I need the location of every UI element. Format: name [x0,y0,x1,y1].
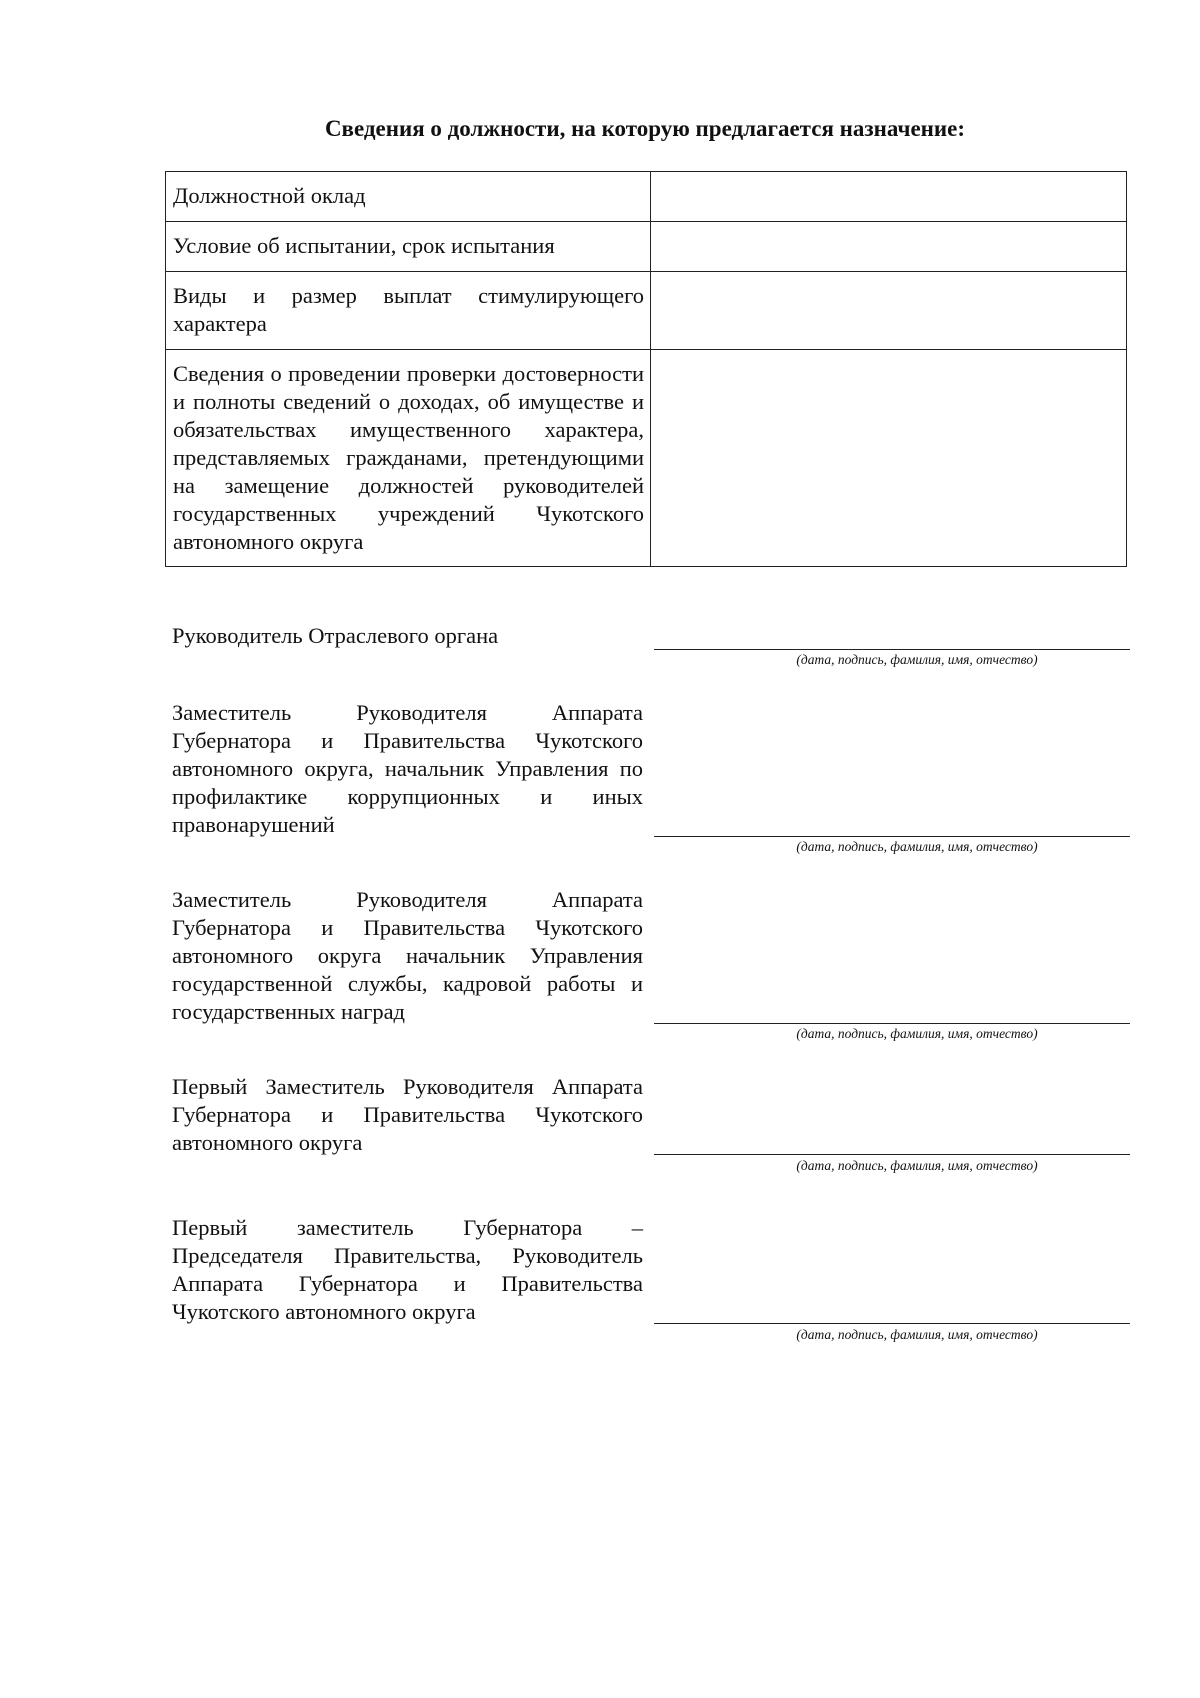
signatory-role: Заместитель Руководителя Аппарата Губернатора и Правительства Чукотского автономного округа, начальник Управления по профилактике коррупционных и иных правонарушений [172,700,643,837]
table-row [166,222,1127,272]
table-value-cell[interactable] [651,272,1127,350]
signature-line[interactable] [654,649,1130,650]
page-title: Сведения о должности, на которую предлагается назначение: [324,116,966,141]
signature-caption: (дата, подпись, фамилия, имя, отчество) [796,839,1038,854]
signatory-role: Заместитель Руководителя Аппарата Губернатора и Правительства Чукотского автономного округа начальник Управления государственной службы, кадровой работы и государственных наград [172,887,643,1024]
position-info-table [165,171,1127,567]
table-value-cell[interactable] [651,222,1127,272]
table-row [166,272,1127,350]
signature-caption: (дата, подпись, фамилия, имя, отчество) [796,1158,1038,1173]
signature-caption: (дата, подпись, фамилия, имя, отчество) [796,1327,1038,1342]
signature-line[interactable] [654,836,1130,837]
table-value-cell[interactable] [651,350,1127,567]
signatory-role: Руководитель Отраслевого органа [172,623,499,648]
table-row [166,172,1127,222]
signature-caption: (дата, подпись, фамилия, имя, отчество) [796,652,1038,667]
signatory-role: Первый Заместитель Руководителя Аппарата Губернатора и Правительства Чукотского автономного округа [172,1074,643,1155]
signatory-role: Первый заместитель Губернатора – Председателя Правительства, Руководитель Аппарата Губернатора и Правительства Чукотского автономного округа [172,1215,643,1324]
table-label-cell: Должностной оклад [166,172,651,222]
signature-line[interactable] [654,1023,1130,1024]
signature-line[interactable] [654,1154,1130,1155]
table-row [166,350,1127,567]
table-label-cell: Виды и размер выплат стимулирующего характера [166,272,651,350]
table-label-cell: Сведения о проведении проверки достоверности и полноты сведений о доходах, об имуществе и обязательствах имущественного характера, представляемых гражданами, претендующими на замещение должностей руководителей государственных учреждений Чукотского автономного округа [166,350,651,567]
table-value-cell[interactable] [651,172,1127,222]
signature-line[interactable] [654,1323,1130,1324]
table-label-cell: Условие об испытании, срок испытания [166,222,651,272]
signature-caption: (дата, подпись, фамилия, имя, отчество) [796,1026,1038,1041]
